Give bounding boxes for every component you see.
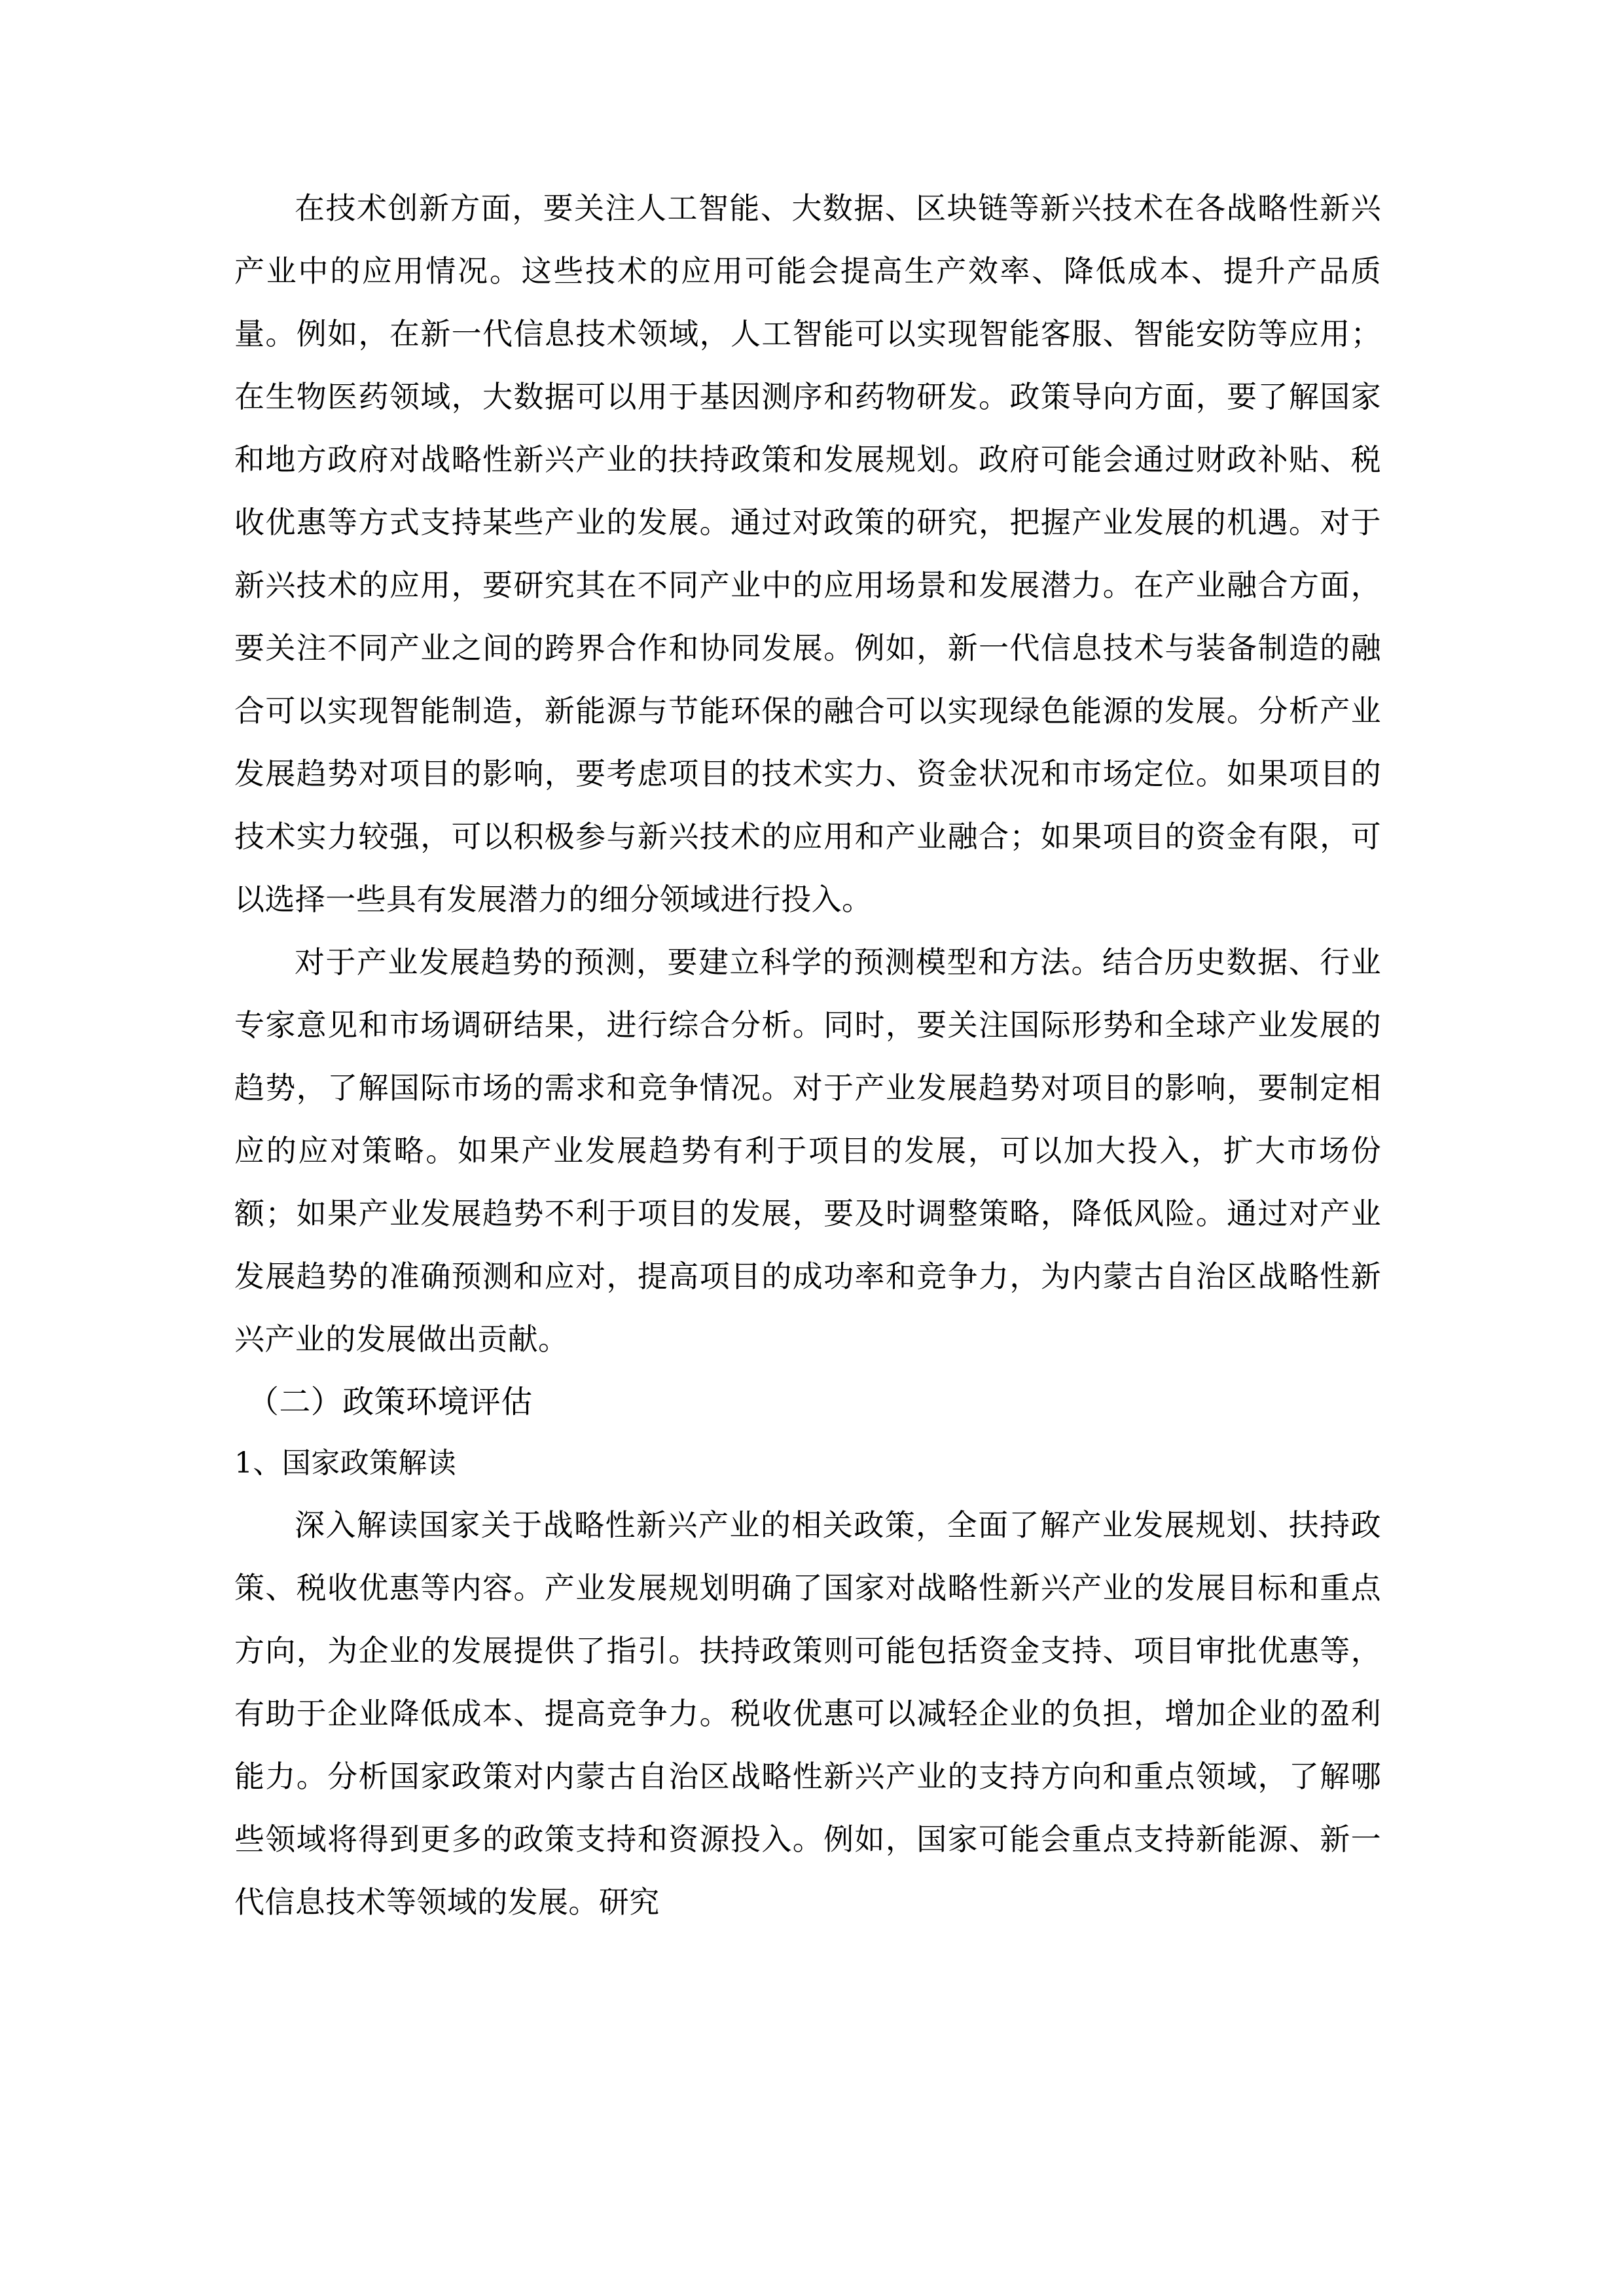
paragraph-technology-innovation: 在技术创新方面，要关注人工智能、大数据、区块链等新兴技术在各战略性新兴产业中的应用情况。这些技术的应用可能会提高生产效率、降低成本、提升产品质量。例如，在新一代信息技术领域，人工智能可以实现智能客服、智能安防等应用；在生物医药领域，大数据可以用于基因测序和药物研发。政策导向方面，要了解国家和地方政府对战略性新兴产业的扶持政策和发展规划。政府可能会通过财政补贴、税收优惠等方式支持某些产业的发展。通过对政策的研究，把握产业发展的机遇。对于新兴技术的应用，要研究其在不同产业中的应用场景和发展潜力。在产业融合方面，要关注不同产业之间的跨界合作和协同发展。例如，新一代信息技术与装备制造的融合可以实现智能制造，新能源与节能环保的融合可以实现绿色能源的发展。分析产业发展趋势对项目的影响，要考虑项目的技术实力、资金状况和市场定位。如果项目的技术实力较强，可以积极参与新兴技术的应用和产业融合；如果项目的资金有限，可以选择一些具有发展潜力的细分领域进行投入。 xyxy=(234,190,1381,917)
paragraph-national-policy-interpretation: 深入解读国家关于战略性新兴产业的相关政策，全面了解产业发展规划、扶持政策、税收优惠等内容。产业发展规划明确了国家对战略性新兴产业的发展目标和重点方向，为企业的发展提供了指引。扶持政策则可能包括资金支持、项目审批优惠等，有助于企业降低成本、提高竞争力。税收优惠可以减轻企业的负担，增加企业的盈利能力。分析国家政策对内蒙古自治区战略性新兴产业的支持方向和重点领域，了解哪些领域将得到更多的政策支持和资源投入。例如，国家可能会重点支持新能源、新一代信息技术等领域的发展。研究 xyxy=(234,1507,1381,1920)
section-heading-policy-environment: （二）政策环境评估 xyxy=(247,1384,533,1420)
subsection-heading-national-policy: 1、国家政策解读 xyxy=(234,1446,457,1480)
paragraph-industry-trend-forecast: 对于产业发展趋势的预测，要建立科学的预测模型和方法。结合历史数据、行业专家意见和市场调研结果，进行综合分析。同时，要关注国际形势和全球产业发展的趋势，了解国际市场的需求和竞争情况。对于产业发展趋势对项目的影响，要制定相应的应对策略。如果产业发展趋势有利于项目的发展，可以加大投入，扩大市场份额；如果产业发展趋势不利于项目的发展，要及时调整策略，降低风险。通过对产业发展趋势的准确预测和应对，提高项目的成功率和竞争力，为内蒙古自治区战略性新兴产业的发展做出贡献。 xyxy=(234,944,1381,1357)
page-content-area xyxy=(234,177,1381,1933)
